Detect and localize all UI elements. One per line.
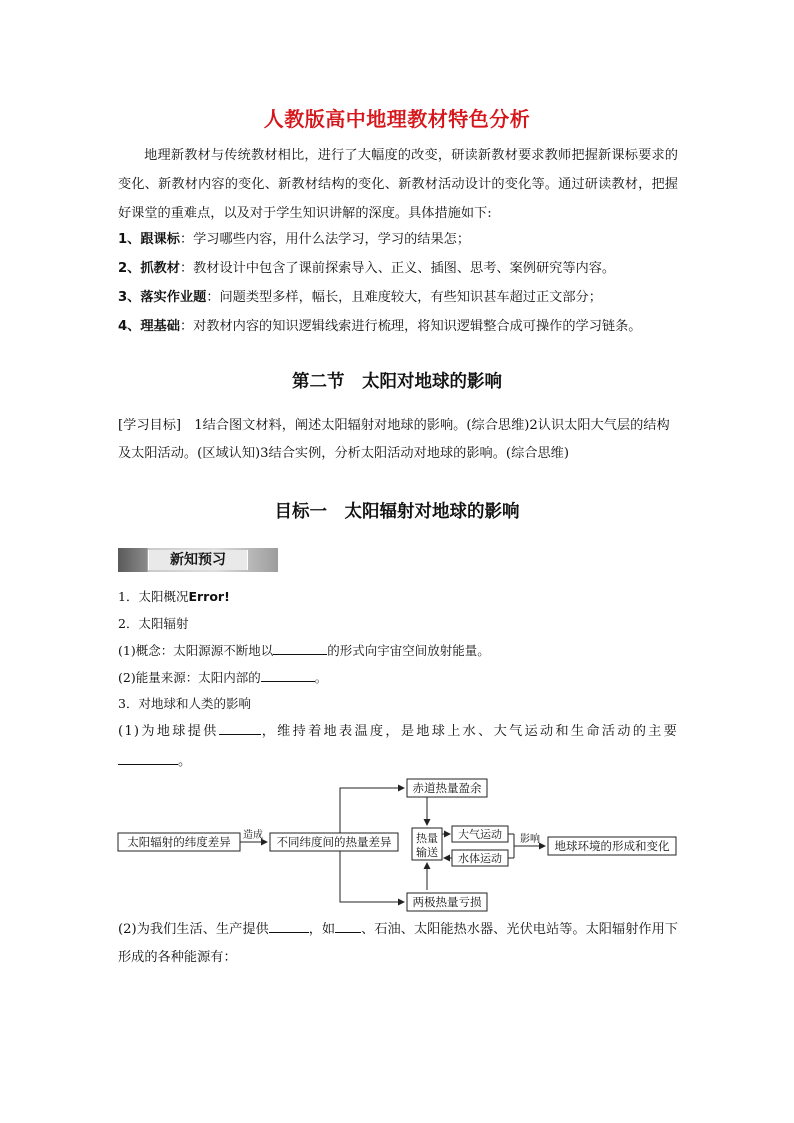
label-equator-surplus: 赤道热量盈余 xyxy=(412,781,482,795)
measure-1-label: 1、跟课标 xyxy=(118,232,180,247)
document-title: 人教版高中地理教材特色分析 xyxy=(263,107,531,131)
energy-source-prefix: (2)能量来源：太阳内部的 xyxy=(118,670,261,685)
measure-4-text: ：对教材内容的知识逻辑线索进行梳理，将知识逻辑整合成可操作的学习链条。 xyxy=(179,319,642,334)
label-heat-1: 热量 xyxy=(416,832,438,845)
intro-text: 地理新教材与传统教材相比，进行了大幅度的改变，研读新教材要求教师把握新课标要求的变化、新教材内容的变化、新教材结构的变化、新教材活动设计的变化等。通过研读教材，把握好课堂的重难点，以及对于学生知识讲解的深度。具体措施如下: xyxy=(118,148,678,221)
answer-blank[interactable] xyxy=(261,667,315,682)
measure-4-label: 4、理基础 xyxy=(118,319,180,334)
impact-2-c: 、石油、太阳能热水器、光伏电站等。太阳辐射作用下形成的各种能源有： xyxy=(118,922,678,965)
item-1-text: 1．太阳概况 xyxy=(118,589,189,604)
banner-label: 新知预习 xyxy=(170,552,226,568)
impact-1-a: (1)为地球提供 xyxy=(118,724,219,739)
impact-1-c: 。 xyxy=(178,754,193,769)
item-2: 2．太阳辐射 xyxy=(118,616,189,631)
label-atmosphere-motion: 大气运动 xyxy=(458,828,502,841)
energy-source-suffix: 。 xyxy=(314,670,328,685)
answer-blank[interactable] xyxy=(118,750,178,765)
answer-blank[interactable] xyxy=(269,918,309,933)
arrow-to-pole xyxy=(340,851,404,902)
impact-2-a: (2)为我们生活、生产提供 xyxy=(118,922,269,937)
measure-2 xyxy=(118,258,688,280)
label-influence: 影响 xyxy=(520,834,540,845)
section-banner xyxy=(118,548,278,572)
label-latitude-difference: 太阳辐射的纬度差异 xyxy=(127,835,231,849)
label-environment: 地球环境的形成和变化 xyxy=(554,839,670,853)
impact-1-paragraph xyxy=(118,717,678,777)
answer-blank[interactable] xyxy=(335,918,361,933)
banner-box xyxy=(148,550,248,570)
label-cause: 造成 xyxy=(243,830,263,841)
measure-3-text: ：问题类型多样，幅长，且难度较大，有些知识甚车超过正文部分； xyxy=(206,290,602,305)
learning-goals: [学习目标] 1结合图文材料，阐述太阳辐射对地球的影响。(综合思维)2认识太阳大气层的结构及太阳活动。(区域认知)3结合实例，分析太阳活动对地球的影响。(综合思维) xyxy=(118,418,670,461)
measure-1-text: ：学习哪些内容，用什么法学习，学习的结果怎； xyxy=(179,232,471,247)
label-heat-2: 输送 xyxy=(416,846,438,859)
label-pole-deficit: 两极热量亏损 xyxy=(412,895,482,909)
answer-blank[interactable] xyxy=(219,720,261,735)
error-text: Error! xyxy=(188,589,230,604)
concept-prefix: (1)概念：太阳源源不断地以 xyxy=(118,643,274,658)
goal-title: 目标一 太阳辐射对地球的影响 xyxy=(274,502,520,522)
impact-1-b: ，维持着地表温度，是地球上水、大气运动和生命活动的主要 xyxy=(260,724,678,739)
item-3: 3．对地球和人类的影响 xyxy=(118,696,251,711)
measure-2-text: ：教材设计中包含了课前探索导入、正义、插图、思考、案例研究等内容。 xyxy=(179,261,616,276)
measure-1 xyxy=(118,229,688,251)
measure-3 xyxy=(118,287,688,309)
concept-line xyxy=(118,640,490,662)
impact-2-b: ，如 xyxy=(308,922,336,937)
energy-source-line xyxy=(118,667,327,689)
measure-4 xyxy=(118,316,688,338)
impact-2-paragraph xyxy=(118,916,678,972)
label-water-motion: 水体运动 xyxy=(458,852,502,865)
heat-transfer-diagram xyxy=(110,776,690,916)
intro-paragraph xyxy=(118,141,678,228)
arrow-to-equator xyxy=(340,788,404,833)
item-1 xyxy=(118,586,230,608)
concept-suffix: 的形式向宇宙空间放射能量。 xyxy=(327,643,490,658)
answer-blank[interactable] xyxy=(273,640,327,655)
measure-2-label: 2、抓教材 xyxy=(118,261,180,276)
section-title: 第二节 太阳对地球的影响 xyxy=(292,372,502,392)
label-heat-difference: 不同纬度间的热量差异 xyxy=(276,835,392,849)
measure-3-label: 3、落实作业题 xyxy=(118,290,207,305)
